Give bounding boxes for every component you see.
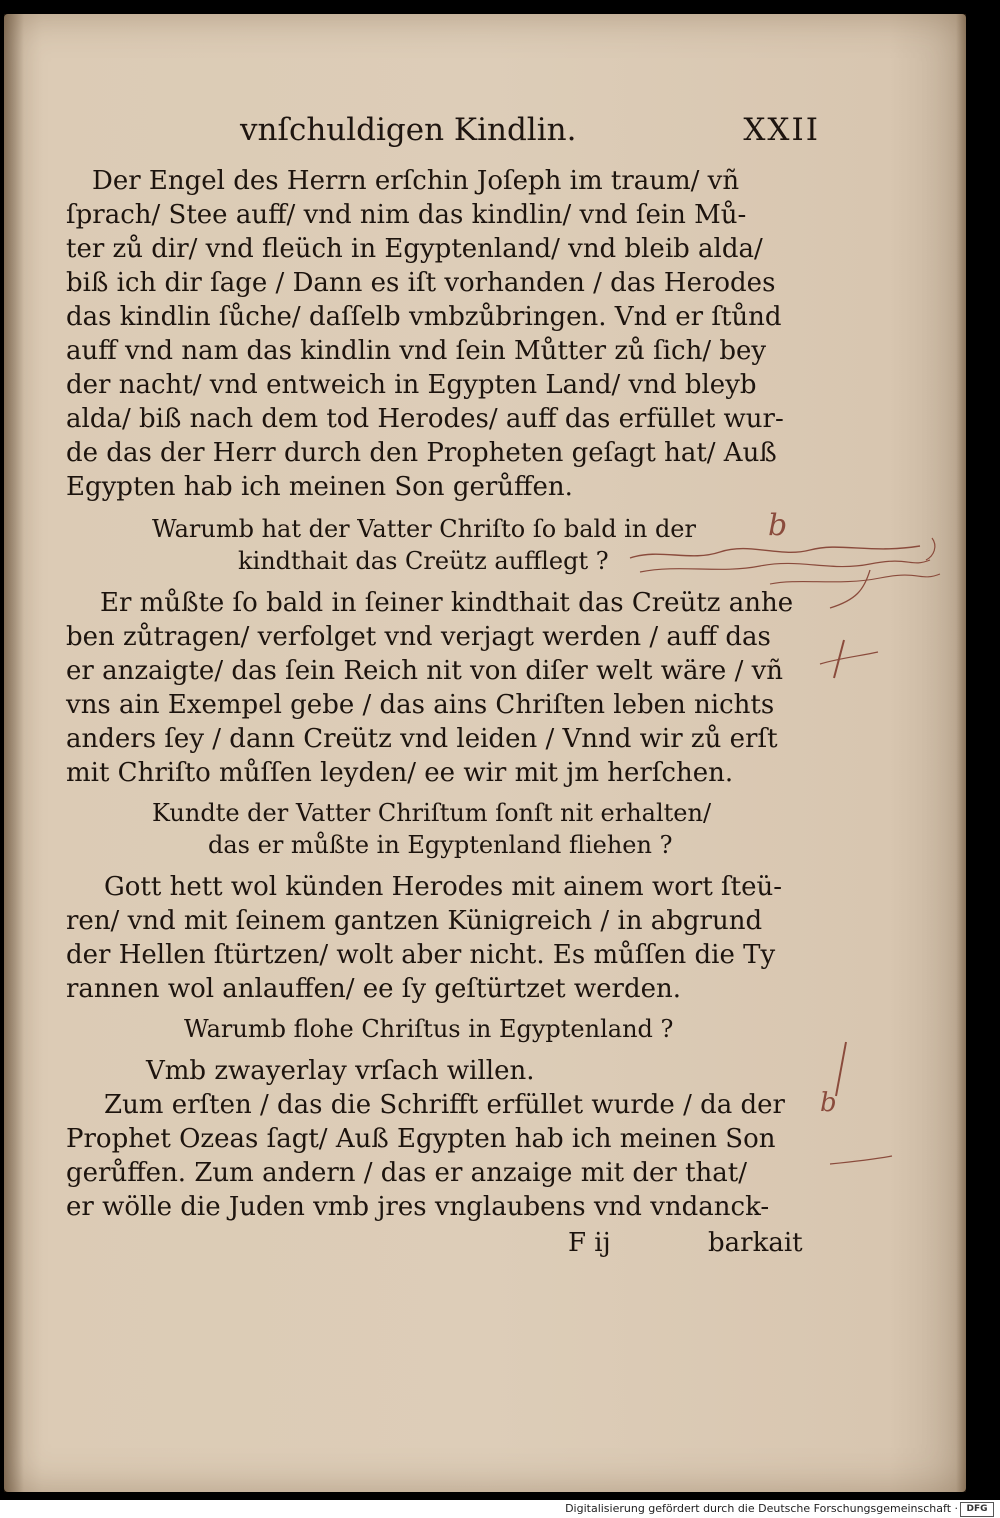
- text-line: vns ain Exempel gebe / das ains Chriſten leben nichts: [66, 690, 775, 720]
- page-edge: [956, 14, 966, 1492]
- text-line: anders ſey / dann Creütz vnd leiden / Vnnd wir zů erſt: [66, 724, 778, 754]
- text-line: der nacht/ vnd entweich in Egypten Land/ vnd bleyb: [66, 370, 757, 400]
- text-line: Er můßte ſo bald in ſeiner kindthait das Creütz anhe: [100, 588, 794, 618]
- folio-number: XXII: [743, 112, 820, 148]
- marginal-letter-b: b: [768, 508, 788, 543]
- question-heading: Warumb hat der Vatter Chriſto ſo bald in der: [152, 515, 696, 543]
- dfg-logo: DFG: [960, 1502, 994, 1517]
- text-line: Vmb zwayerlay vrſach willen.: [146, 1056, 535, 1086]
- text-line: mit Chriſto můſſen leyden/ ee wir mit jm herſchen.: [66, 758, 734, 788]
- text-line: ben zůtragen/ verfolget vnd verjagt werden / auff das: [66, 622, 771, 652]
- text-line: ter zů dir/ vnd fleüch in Egyptenland/ vnd bleib alda/: [66, 234, 763, 264]
- footer-bar: [0, 1500, 1000, 1518]
- text-line: Prophet Ozeas ſagt/ Auß Egypten hab ich meinen Son: [66, 1124, 776, 1154]
- catchword: barkait: [708, 1228, 803, 1258]
- signature-mark: F ij: [568, 1228, 611, 1258]
- handwritten-bracket: [760, 560, 880, 700]
- text-line: ren/ vnd mit ſeinem gantzen Künigreich / in abgrund: [66, 906, 763, 936]
- text-line: der Hellen ſtürtzen/ wolt aber nicht. Es můſſen die Ty: [66, 940, 776, 970]
- text-line: er wölle die Juden vmb jres vnglaubens vnd vndanck-: [66, 1192, 770, 1222]
- marginal-letter-b: b: [820, 1088, 837, 1118]
- running-title: vnſchuldigen Kindlin.: [240, 112, 577, 148]
- question-heading: das er můßte in Egyptenland fliehen ?: [208, 831, 673, 859]
- text-line: er anzaigte/ das ſein Reich nit von diſer welt wäre / vñ: [66, 656, 784, 686]
- text-line: alda/ biß nach dem tod Herodes/ auff das erfüllet wur-: [66, 404, 784, 434]
- text-line: auff vnd nam das kindlin vnd ſein Můtter zů ſich/ bey: [66, 336, 767, 366]
- page-header: [240, 112, 820, 156]
- text-line: Egypten hab ich meinen Son gerůffen.: [66, 472, 573, 502]
- question-heading: Kundte der Vatter Chriſtum ſonſt nit erhalten/: [152, 799, 712, 827]
- text-line: gerůffen. Zum andern / das er anzaige mit der that/: [66, 1158, 748, 1188]
- text-line: biß ich dir ſage / Dann es iſt vorhanden / das Herodes: [66, 268, 776, 298]
- text-line: Gott hett wol künden Herodes mit ainem wort ſteü-: [104, 872, 783, 902]
- question-heading: Warumb flohe Chriſtus in Egyptenland ?: [184, 1015, 674, 1043]
- funding-credit: Digitalisierung gefördert durch die Deutsche Forschungsgemeinschaft ·: [565, 1502, 958, 1515]
- question-heading: kindthait das Creütz aufflegt ?: [238, 547, 609, 575]
- text-line: de das der Herr durch den Propheten geſagt hat/ Auß: [66, 438, 777, 468]
- spine-shadow: [4, 14, 24, 1492]
- handwritten-line: [800, 1036, 900, 1186]
- text-line: Der Engel des Herrn erſchin Joſeph im traum/ vñ: [92, 166, 740, 196]
- text-line: das kindlin ſůche/ daſſelb vmbzůbringen. Vnd er ſtůnd: [66, 302, 782, 332]
- text-line: Zum erſten / das die Schrifft erfüllet wurde / da der: [104, 1090, 785, 1120]
- text-line: ſprach/ Stee auff/ vnd nim das kindlin/ vnd ſein Mů-: [66, 200, 747, 230]
- text-line: rannen wol anlauffen/ ee ſy geſtürtzet werden.: [66, 974, 681, 1004]
